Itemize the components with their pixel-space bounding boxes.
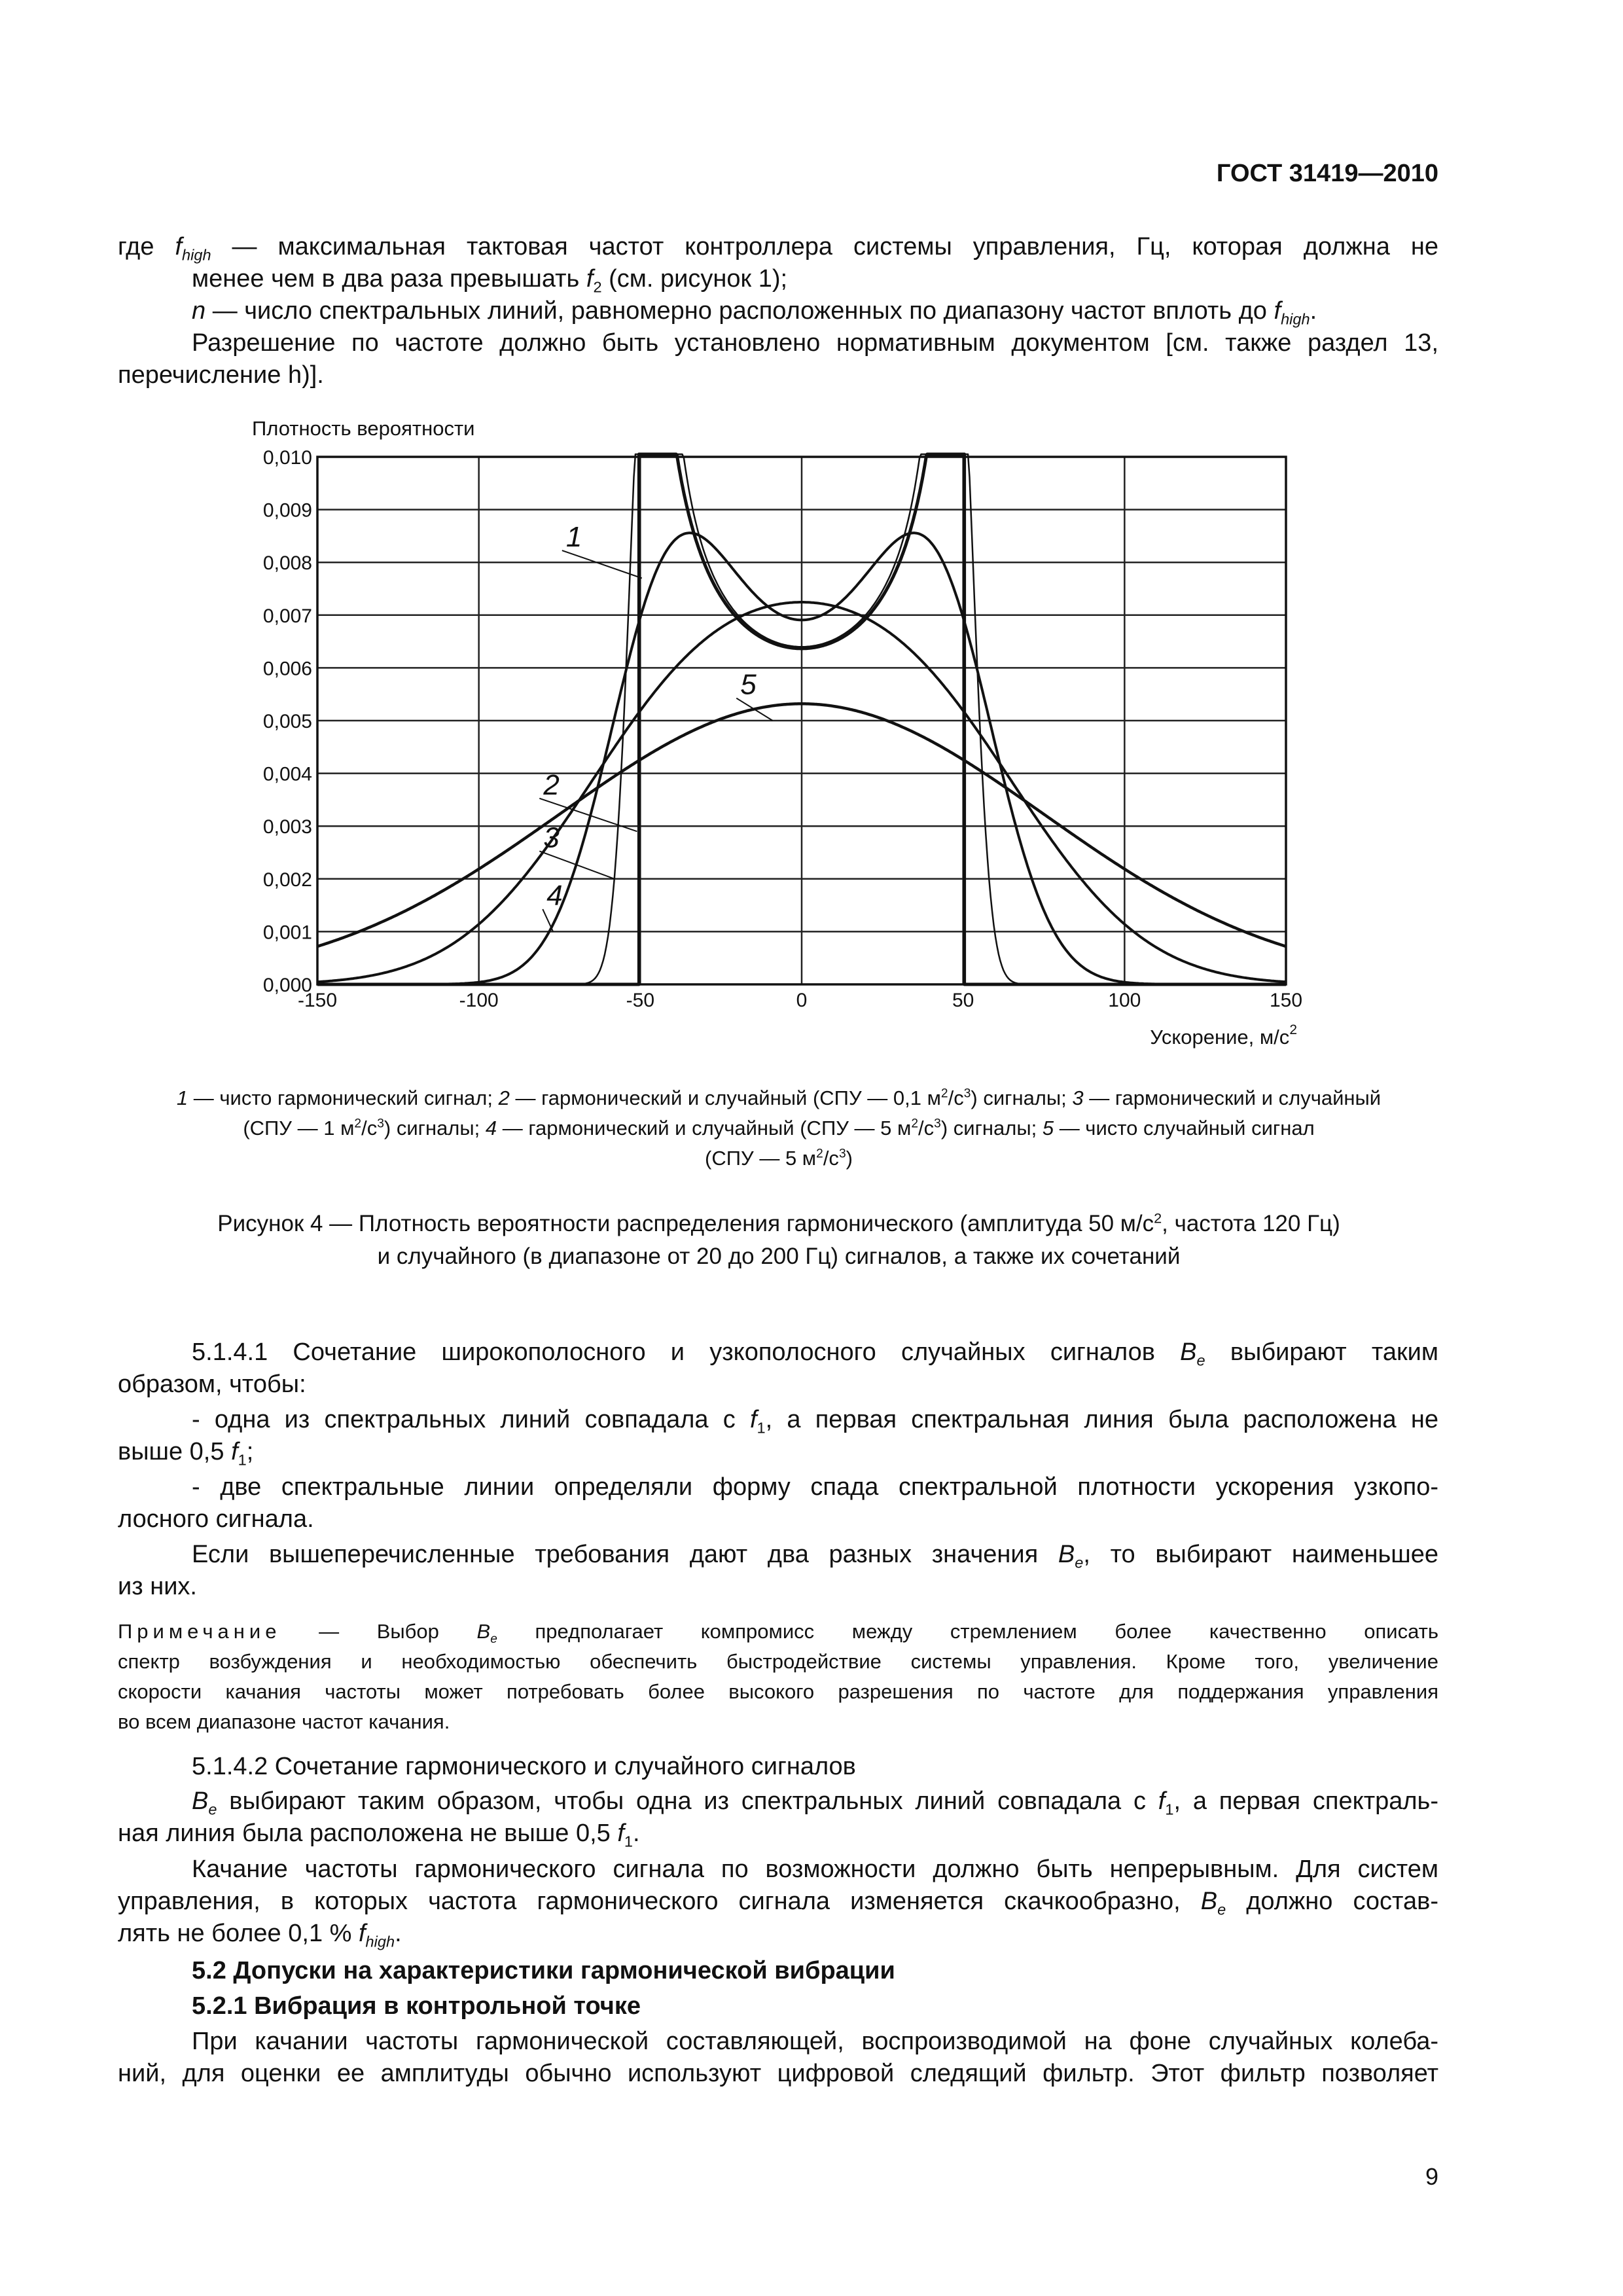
x-axis-title: Ускорение, $м/с^2$ [1150, 1022, 1297, 1049]
y-tick-label: 0,000 [262, 975, 312, 996]
y-tick-label: 0,004 [262, 763, 312, 785]
figure-caption-line2: и случайного (в диапазоне от 20 до 200 Гц) сигналов, а также их сочетаний [377, 1244, 1181, 1269]
curve-label-1: 1 [565, 521, 582, 554]
y-tick-label: 0,001 [262, 922, 312, 944]
x-tick-label: 0 [796, 990, 808, 1011]
y-tick-label: 0,006 [262, 658, 312, 680]
y-axis-title: Плотность вероятности [252, 419, 475, 440]
note-line1: Примечание — Выбор $B_e$ предполагает компромисс между стремлением более качественно описать [118, 1620, 1438, 1647]
section-5142-line6: лять не более 0,1 % $f_{high}$. [118, 1920, 402, 1950]
x-tick-label: -50 [626, 990, 655, 1011]
y-tick-label: 0,007 [262, 605, 312, 627]
x-tick-label: -100 [459, 990, 499, 1011]
x-tick-label: 50 [952, 990, 974, 1011]
legend-caption-line2: (СПУ — 1 $м^2/с^3$) сигналы; 4 — гармонический и случайный (СПУ — 5 $м^2/с^3$) сигналы; 5 — чисто случайный сигнал [243, 1117, 1315, 1139]
section-5141-line3: - одна из спектральных линий совпадала с $f_1$, а первая спектральная линия была расположена не [192, 1406, 1438, 1437]
legend-caption-line3: (СПУ — 5 $м^2/с^3$) [705, 1147, 853, 1170]
x-tick-label: 100 [1108, 990, 1141, 1011]
curve-leader-4 [543, 909, 553, 931]
curve-label-2: 2 [543, 768, 560, 801]
definition-n: n — число спектральных линий, равномерно расположенных по диапазону частот вплоть до $f_{high}$. [192, 297, 1317, 328]
legend-caption-line1: 1 — чисто гармонический сигнал; 2 — гармонический и случайный (СПУ — 0,1 $м^2/с^3$) сигналы; 3 — гармонический и случайный [176, 1086, 1382, 1109]
note-line2: спектр возбуждения и необходимостью обеспечить быстродействие системы управления. Кроме того, увеличение [118, 1650, 1438, 1673]
resolution-paragraph-line2: перечисление h)]. [118, 361, 324, 389]
x-tick-label: 150 [1269, 990, 1303, 1011]
section-5141-line4: выше 0,5 $f_1$; [118, 1438, 254, 1469]
curve-label-4: 4 [546, 880, 563, 912]
y-tick-label: 0,010 [262, 447, 312, 469]
chart-tick-labels [263, 447, 1302, 1011]
definition-fhigh-line1: где $f_{high}$ — максимальная тактовая частот контроллера системы управления, Гц, которая должна не [118, 233, 1438, 264]
section-521-line1: При качании частоты гармонической составляющей, воспроизводимой на фоне случайных колеба- [192, 2028, 1438, 2055]
definition-fhigh-line2: менее чем в два раза превышать $f_2$ (см. рисунок 1); [192, 265, 788, 296]
section-5141-line6: лосного сигнала. [118, 1505, 314, 1533]
y-tick-label: 0,009 [262, 499, 312, 522]
section-5141-line8: из них. [118, 1573, 197, 1600]
curve-leader-3 [539, 851, 615, 878]
section-52-title: 5.2 Допуски на характеристики гармонической вибрации [192, 1957, 895, 1984]
section-5142-line3: ная линия была расположена не выше 0,5 $f_1$. [118, 1820, 640, 1850]
section-5141-line1: 5.1.4.1 Сочетание широкополосного и узкополосного случайных сигналов $B_e$ выбирают таким [192, 1338, 1439, 1369]
y-tick-label: 0,008 [262, 552, 312, 575]
chart-grid [317, 457, 1286, 984]
section-521-title: 5.2.1 Вибрация в контрольной точке [192, 1992, 641, 2020]
section-5141-line7: Если вышеперечисленные требования дают два разных значения $B_e$, то выбирают наименьшее [192, 1541, 1438, 1571]
y-tick-label: 0,005 [262, 711, 312, 732]
section-5141-line5: - две спектральные линии определяли форму спада спектральной плотности ускорения узкопо- [192, 1473, 1438, 1501]
section-5142-line5: управления, в которых частота гармонического сигнала изменяется скачкообразно, $B_e$ должно состав- [118, 1888, 1438, 1918]
curve-label-5: 5 [740, 668, 757, 701]
resolution-paragraph-line1: Разрешение по частоте должно быть установлено нормативным документом [см. также раздел 13, [192, 329, 1438, 357]
y-tick-label: 0,002 [262, 869, 312, 891]
standard-code: ГОСТ 31419—2010 [1216, 160, 1438, 187]
curve-label-3: 3 [543, 821, 560, 854]
section-5142-title: 5.1.4.2 Сочетание гармонического и случайного сигналов [192, 1753, 856, 1780]
y-tick-label: 0,003 [262, 816, 312, 838]
probability-density-chart [223, 419, 1335, 1080]
section-5142-line4: Качание частоты гармонического сигнала по возможности должно быть непрерывным. Для систем [192, 1856, 1438, 1883]
curve-leader-5 [736, 698, 772, 721]
section-5141-line2: образом, чтобы: [118, 1371, 306, 1398]
page-number: 9 [1425, 2163, 1438, 2190]
figure-caption-line1: Рисунок 4 — Плотность вероятности распределения гармонического (амплитуда 50 $м/с^2$, частота 120 Гц) [217, 1210, 1340, 1236]
note-line4: во всем диапазоне частот качания. [118, 1710, 450, 1733]
x-tick-label: -150 [297, 990, 338, 1011]
section-521-line2: ний, для оценки ее амплитуды обычно используют цифровой следящий фильтр. Этот фильтр позволяет [118, 2060, 1438, 2087]
note-line3: скорости качания частоты может потребовать более высокого разрешения по частоте для поддержания управления [118, 1680, 1438, 1703]
section-5142-line2: $B_e$ выбирают таким образом, чтобы одна из спектральных линий совпадала с $f_1$, а первая спектраль- [192, 1787, 1438, 1818]
